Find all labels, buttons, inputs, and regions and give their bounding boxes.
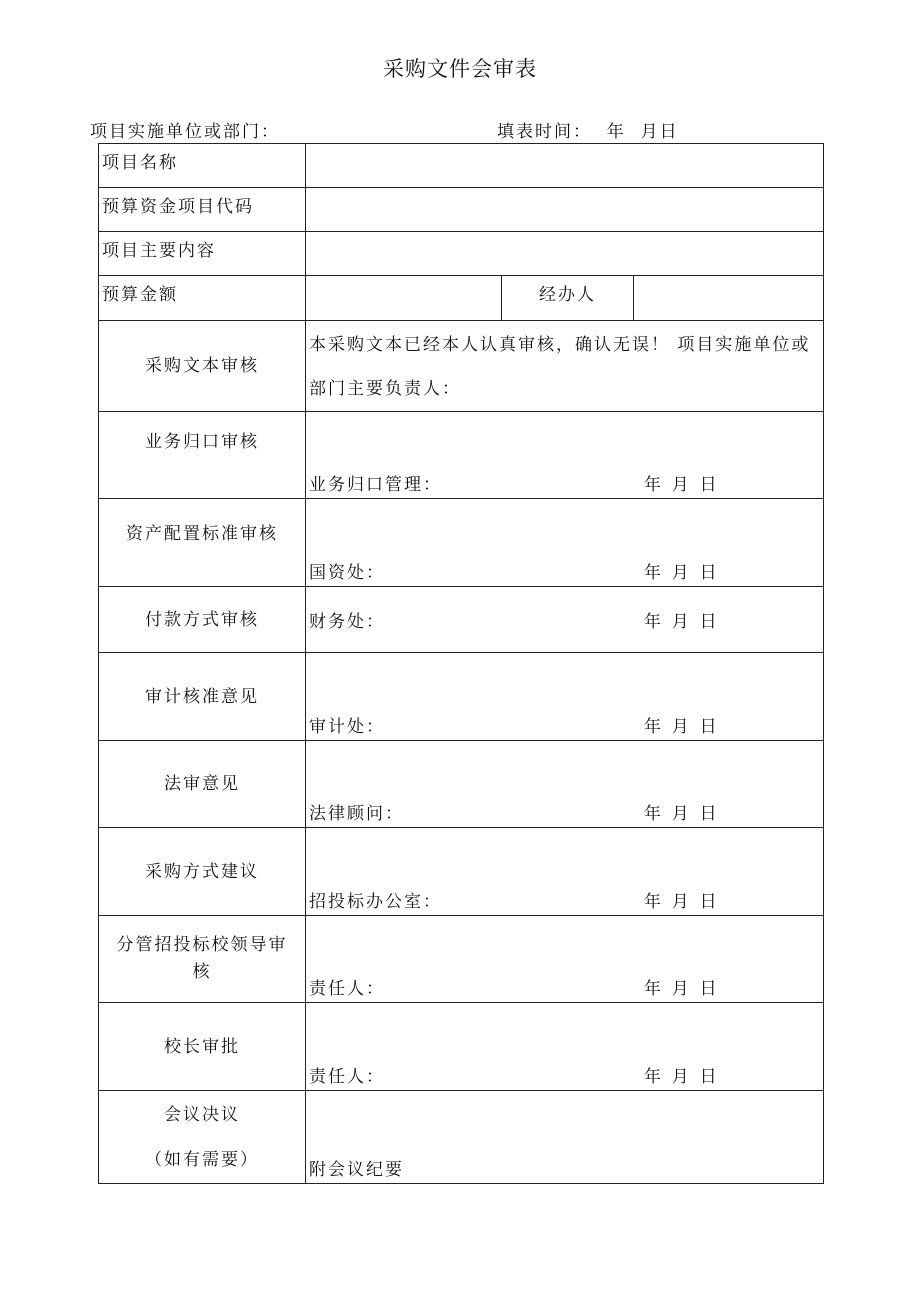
procurement-text-statement-cell xyxy=(306,321,824,412)
project-name-label-cell xyxy=(99,144,306,188)
row-president-review xyxy=(99,1003,824,1091)
budget-code-label: 预算资金项目代码 xyxy=(102,197,254,217)
row-procurement-text-review xyxy=(99,321,824,412)
procurement-text-label-cell xyxy=(99,321,306,412)
president-signer-label: 责任人： xyxy=(309,1067,385,1087)
legal-label-cell xyxy=(99,741,306,828)
asset-label-cell xyxy=(99,499,306,587)
meeting-label-cell xyxy=(99,1091,306,1184)
business-label: 业务归口审核 xyxy=(145,432,259,452)
payment-label-cell xyxy=(99,587,306,653)
audit-label-cell xyxy=(99,653,306,741)
row-leader-review xyxy=(99,916,824,1003)
legal-signer-label: 法律顾问： xyxy=(309,804,404,824)
audit-label: 审计核准意见 xyxy=(145,686,259,707)
president-date: 年 月 日 xyxy=(644,1067,717,1087)
project-name-field[interactable] xyxy=(306,144,824,188)
asset-date: 年 月 日 xyxy=(644,563,717,583)
row-method-review xyxy=(99,828,824,916)
meeting-label: 会议决议 xyxy=(164,1105,240,1125)
method-sign-cell[interactable] xyxy=(306,828,824,916)
procurement-text-statement: 本采购文本已经本人认真审核，确认无误！ 项目实施单位或部门主要负责人： xyxy=(309,335,811,399)
row-asset-review xyxy=(99,499,824,587)
audit-sign-cell[interactable] xyxy=(306,653,824,741)
meeting-minutes-note: 附会议纪要 xyxy=(309,1160,404,1180)
president-label-cell xyxy=(99,1003,306,1091)
asset-label: 资产配置标准审核 xyxy=(126,523,278,544)
method-date: 年 月 日 xyxy=(644,892,717,912)
row-budget-code xyxy=(99,188,824,232)
audit-date: 年 月 日 xyxy=(644,717,717,737)
main-content-field[interactable] xyxy=(306,232,824,276)
row-business-review xyxy=(99,412,824,499)
business-sign-cell[interactable] xyxy=(306,412,824,499)
unit-label: 项目实施单位或部门： xyxy=(90,122,280,142)
project-name-label: 项目名称 xyxy=(102,153,178,173)
leader-label-cell xyxy=(99,916,306,1003)
business-signer-label: 业务归口管理： xyxy=(309,475,442,495)
budget-code-field[interactable] xyxy=(306,188,824,232)
method-signer-label: 招投标办公室： xyxy=(309,892,442,912)
president-label: 校长审批 xyxy=(164,1036,240,1057)
meeting-label-note: （如有需要） xyxy=(145,1150,259,1170)
leader-signer-label: 责任人： xyxy=(309,979,385,999)
budget-amount-label-cell xyxy=(99,276,306,321)
row-legal-review xyxy=(99,741,824,828)
row-project-name xyxy=(99,144,824,188)
main-content-label-cell xyxy=(99,232,306,276)
asset-sign-cell[interactable] xyxy=(306,499,824,587)
payment-date: 年 月 日 xyxy=(644,612,717,632)
main-content-label: 项目主要内容 xyxy=(102,241,216,261)
fill-date-label: 填表时间： 年 月日 xyxy=(497,122,679,142)
leader-sign-cell[interactable] xyxy=(306,916,824,1003)
page-title: 采购文件会审表 xyxy=(383,57,537,81)
handler-label: 经办人 xyxy=(539,285,596,305)
row-meeting-resolution xyxy=(99,1091,824,1184)
row-payment-review xyxy=(99,587,824,653)
asset-signer-label: 国资处： xyxy=(309,563,385,583)
review-form-table xyxy=(98,143,824,1184)
budget-code-label-cell xyxy=(99,188,306,232)
legal-date: 年 月 日 xyxy=(644,804,717,824)
method-label-cell xyxy=(99,828,306,916)
procurement-text-label: 采购文本审核 xyxy=(145,356,259,376)
legal-sign-cell[interactable] xyxy=(306,741,824,828)
business-date: 年 月 日 xyxy=(644,475,717,495)
leader-date: 年 月 日 xyxy=(644,979,717,999)
legal-label: 法审意见 xyxy=(164,774,240,794)
payment-sign-cell[interactable] xyxy=(306,587,824,653)
budget-amount-label: 预算金额 xyxy=(102,285,178,305)
payment-label: 付款方式审核 xyxy=(145,609,259,630)
president-sign-cell[interactable] xyxy=(306,1003,824,1091)
business-label-cell xyxy=(99,412,306,499)
leader-label: 分管招投标校领导审核 xyxy=(116,935,288,982)
audit-signer-label: 审计处： xyxy=(309,717,385,737)
method-label: 采购方式建议 xyxy=(145,861,259,882)
meeting-label-block xyxy=(99,1091,305,1183)
meeting-note-cell[interactable] xyxy=(306,1091,824,1184)
row-main-content xyxy=(99,232,824,276)
payment-signer-label: 财务处： xyxy=(309,612,385,632)
row-audit-review xyxy=(99,653,824,741)
